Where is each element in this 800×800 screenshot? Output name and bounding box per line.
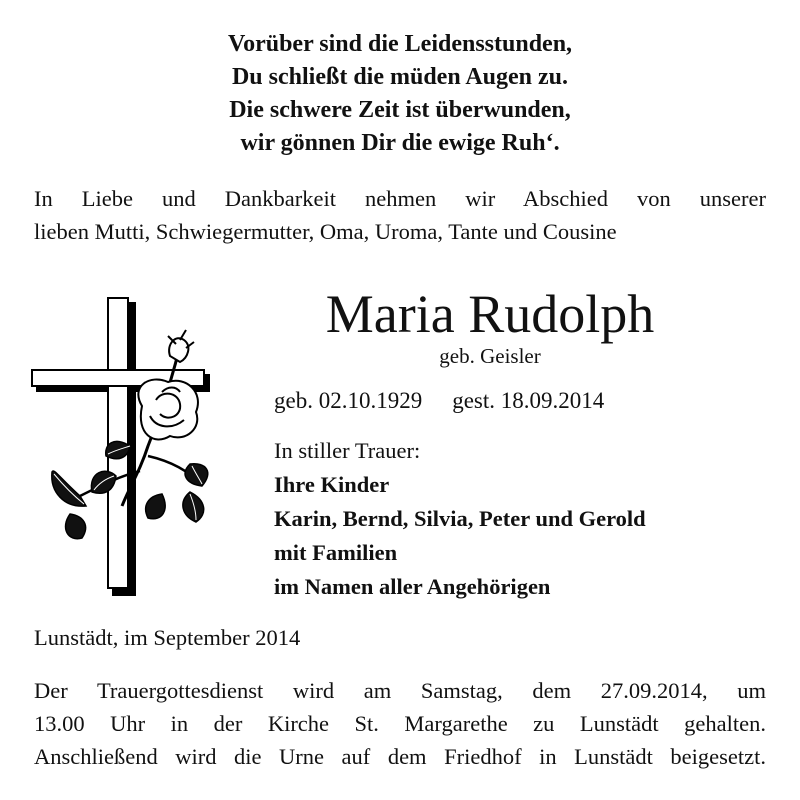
intro-line: In Liebe und Dankbarkeit nehmen wir Abschied von unserer [34,186,766,211]
birth-name: geb. Geisler [439,344,541,368]
poem-line: Vorüber sind die Leidensstunden, [227,31,573,57]
service-line: 13.00 Uhr in der Kirche St. Margarethe zu Lunstädt gehalten. [34,711,766,736]
deceased-name: Maria Rudolph [325,284,655,344]
poem [0,28,800,160]
death-date: gest. 18.09.2014 [452,388,605,413]
mourner-line: Ihre Kinder [274,472,390,497]
intro-text [34,182,766,248]
poem-line: Du schließt die müden Augen zu. [231,64,569,90]
service-line: Anschließend wird die Urne auf dem Friedhof in Lunstädt beigesetzt. [34,744,766,769]
service-info [34,674,766,773]
poem-line: wir gönnen Dir die ewige Ruh‘. [240,130,560,156]
poem-line: Die schwere Zeit ist überwunden, [229,97,571,123]
mourner-line: im Namen aller Angehörigen [274,574,551,599]
cross-with-rose-icon [30,296,220,596]
mourner-line: mit Familien [274,540,398,565]
service-line: Der Trauergottesdienst wird am Samstag, dem 27.09.2014, um [34,678,766,703]
intro-line: lieben Mutti, Schwiegermutter, Oma, Uroma, Tante und Cousine [34,219,617,244]
place-date: Lunstädt, im September 2014 [34,625,301,650]
mourners-intro: In stiller Trauer: [274,438,421,463]
mourner-line: Karin, Bernd, Silvia, Peter und Gerold [274,506,646,531]
life-dates [274,386,604,416]
birth-date: geb. 02.10.1929 [274,388,423,413]
mourners [274,434,646,604]
